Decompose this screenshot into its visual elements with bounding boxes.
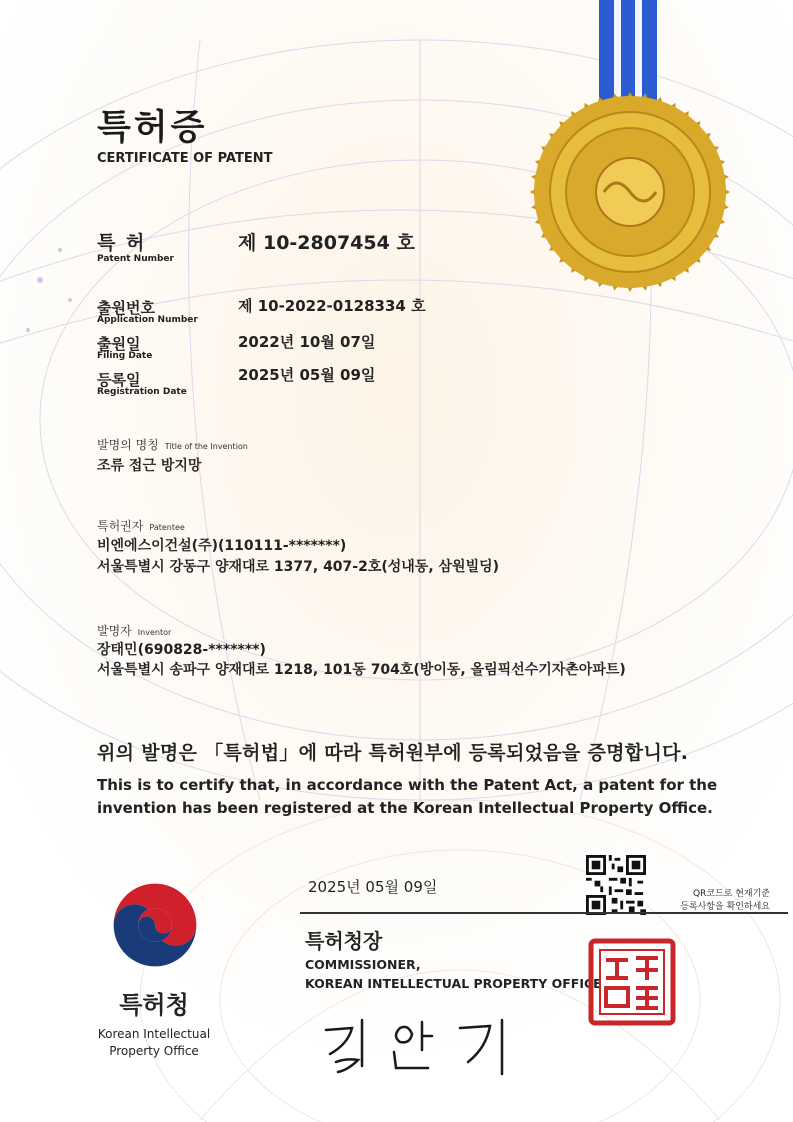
certificate-title: 특허증	[97, 108, 208, 148]
qr-code-icon[interactable]	[586, 855, 646, 915]
commissioner-title-en-line-2: KOREAN INTELLECTUAL PROPERTY OFFICE	[305, 976, 602, 991]
patentee-label	[97, 515, 185, 534]
taeguk-logo-icon	[108, 878, 202, 972]
office-name-ko: 특허청	[119, 991, 189, 1019]
office-name-en-line-2: Property Office	[109, 1044, 199, 1058]
inventor-label-ko: 발명자	[97, 624, 132, 638]
inventor-label	[97, 620, 171, 639]
filing-date-label-en: Filing Date	[97, 351, 153, 361]
application-number-value: 제 10-2022-0128334 호	[238, 297, 426, 315]
patent-number-label-en: Patent Number	[97, 254, 174, 264]
inventor-address: 서울특별시 송파구 양재대로 1218, 101동 704호(방이동, 올림픽선수기자촌아파트)	[97, 662, 626, 678]
commissioner-title-en	[305, 955, 602, 993]
patent-number-label: 특 허	[97, 232, 147, 254]
application-number-label: 출원번호	[97, 299, 155, 317]
registration-date-value: 2025년 05월 09일	[238, 366, 376, 384]
filing-date-label: 출원일	[97, 335, 141, 353]
qr-note	[650, 888, 770, 914]
commissioner-title-en-line-1: COMMISSIONER,	[305, 957, 421, 972]
registration-date-label: 등록일	[97, 371, 141, 389]
invention-label	[97, 434, 248, 453]
issue-date: 2025년 05월 09일	[308, 878, 438, 896]
signature-divider	[300, 912, 788, 914]
office-name-en	[80, 1026, 228, 1060]
signature-icon	[318, 1010, 518, 1080]
qr-note-line-1: QR코드로 현재기준	[692, 889, 770, 899]
invention-label-en: Title of the Invention	[164, 442, 248, 451]
certification-statement-ko: 위의 발명은 「특허법」에 따라 특허원부에 등록되었음을 증명합니다.	[97, 742, 689, 764]
commissioner-title-ko: 특허청장	[305, 929, 383, 953]
inventor-name: 장태민(690828-*******)	[97, 642, 266, 658]
patentee-label-en: Patentee	[149, 523, 185, 532]
inventor-label-en: Inventor	[137, 628, 172, 637]
patentee-label-ko: 특허권자	[97, 519, 144, 533]
official-stamp-icon	[588, 938, 676, 1026]
office-name-en-line-1: Korean Intellectual	[97, 1027, 211, 1041]
qr-note-line-2: 등록사항을 확인하세요	[680, 902, 770, 912]
invention-title-value: 조류 접근 방지망	[97, 458, 202, 474]
filing-date-value: 2022년 10월 07일	[238, 333, 376, 351]
patentee-address: 서울특별시 강동구 양재대로 1377, 407-2호(성내동, 삼원빌딩)	[97, 559, 500, 575]
certificate-title-en: CERTIFICATE OF PATENT	[97, 151, 273, 166]
patent-number-value: 제 10-2807454 호	[238, 232, 415, 254]
patentee-name: 비엔에스이건설(주)(110111-*******)	[97, 538, 347, 554]
invention-label-ko: 발명의 명칭	[97, 438, 159, 452]
certification-statement-en: This is to certify that, in accordance with the Patent Act, a patent for the invention has been registered at the Korean Intellectual Property Office.	[97, 776, 718, 817]
gold-seal-icon	[530, 92, 730, 292]
application-number-label-en: Application Number	[97, 315, 198, 325]
registration-date-label-en: Registration Date	[97, 387, 187, 397]
